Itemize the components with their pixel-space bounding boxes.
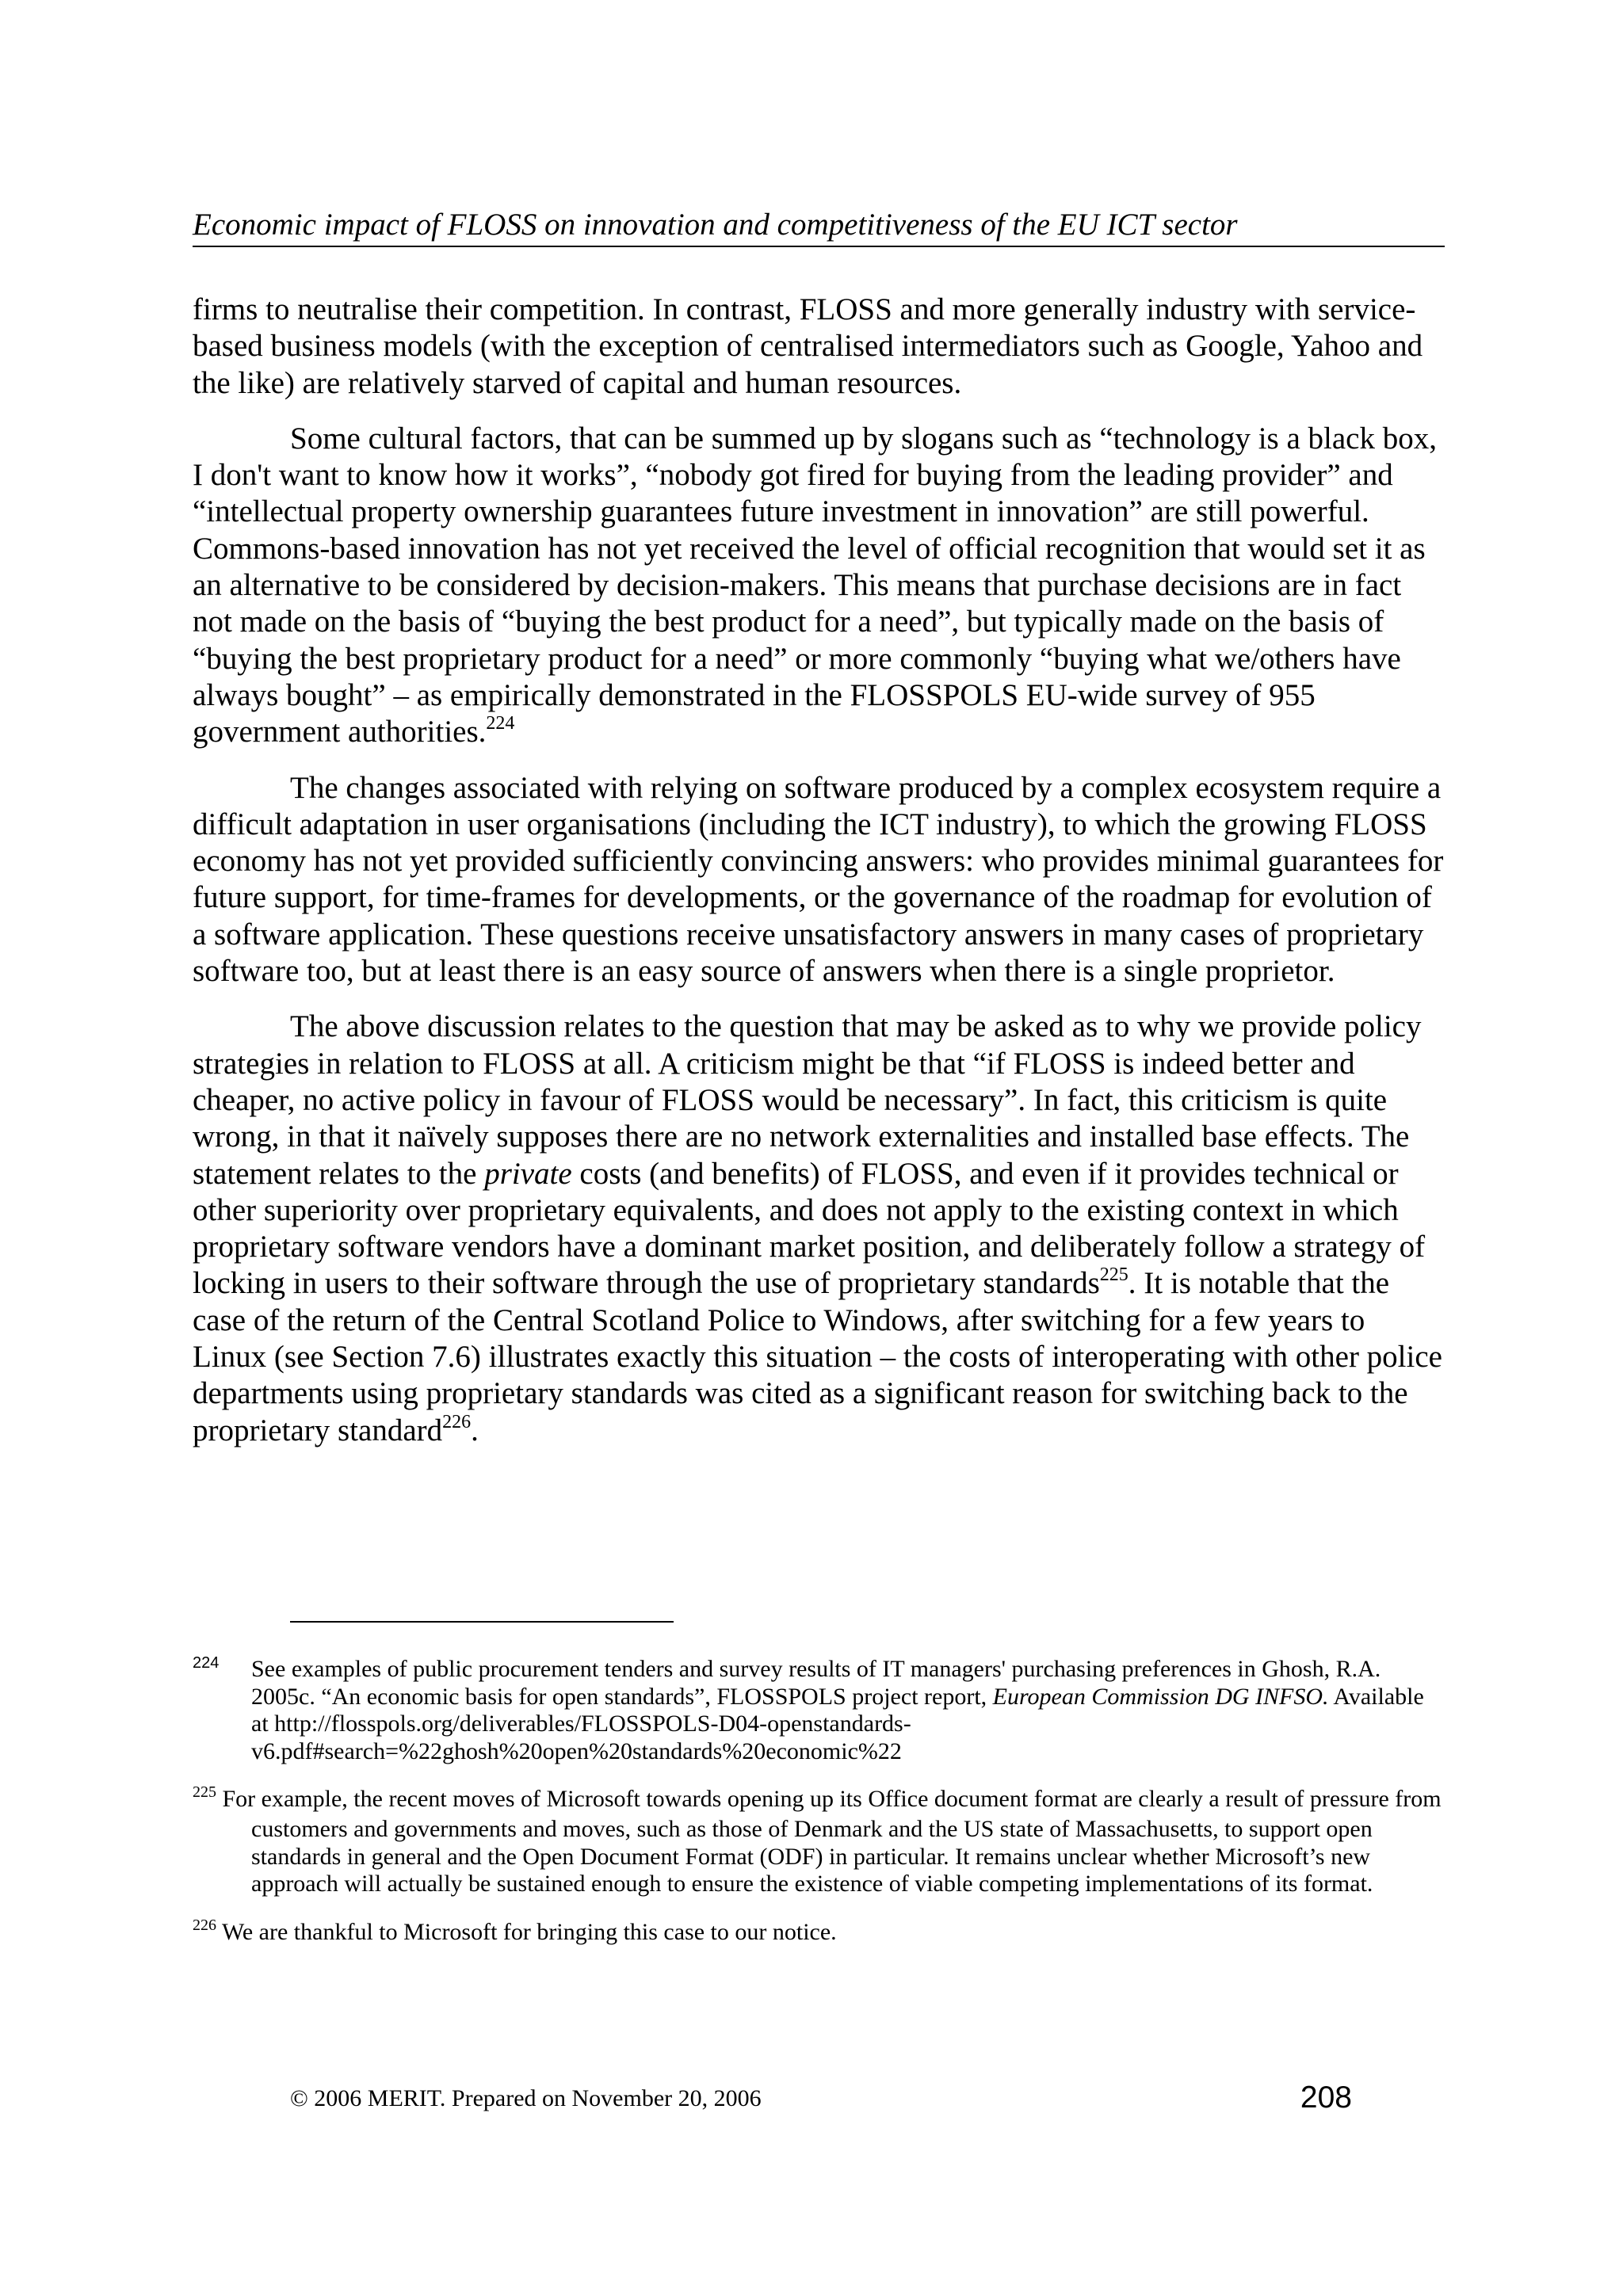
paragraph-4-text-d: . [471,1413,479,1447]
paragraph-4-text-c: . It is notable that the case of the return of the Central Scotland Police to Windows, after switching for a few years to Linux (see Section 7.6) illustrates exactly this situation – the costs of interoperating with other police departments using proprietary standards was cited as a significant reason for switching back to the proprietary standard [193,1266,1442,1447]
body-text [193,292,1445,1468]
footnote-226-text: We are thankful to Microsoft for bringing this case to our notice. [216,1918,837,1945]
footnote-224-text-b: Available at http://flosspols.org/deliverables/FLOSSPOLS-D04-openstandards-v6.pdf#search=%22ghosh%20open%20standards%20economic%22 [251,1683,1424,1764]
footnote-225-mark: 225 [193,1783,216,1802]
paragraph-4-text-b: costs (and benefits) of FLOSS, and even if it provides technical or other superiority over proprietary equivalents, and does not apply to the existing context in which proprietary software vendors have a dominant market position, and deliberately follow a strategy of locking in users to their software through the use of proprietary standards [193,1156,1426,1301]
running-header: Economic impact of FLOSS on innovation and competitiveness of the EU ICT sector [193,204,1445,247]
footnote-224-emphasis: European Commission DG INFSO. [992,1683,1329,1710]
paragraph-3-text: The changes associated with relying on software produced by a complex ecosystem require a difficult adaptation in user organisations (including the ICT industry), to which the growing FLOSS economy has not yet provided sufficiently convincing answers: who provides minimal guarantees for future support, for time-frames for developments, or the governance of the roadmap for evolution of a software application. These questions receive unsatisfactory answers in many cases of proprietary software too, but at least there is an easy source of answers when there is a single proprietor. [193,770,1444,989]
footnote-226 [193,1916,1445,1949]
paragraph-4-emphasis: private [484,1156,572,1191]
footnote-225 [193,1783,1445,1897]
footnote-224-text-a: See examples of public procurement tenders and survey results of IT managers' purchasing preferences in Ghosh, R.A. 2005c. “An economic basis for open standards”, FLOSSPOLS project report, [251,1656,1381,1710]
paragraph-4-text-a: The above discussion relates to the question that may be asked as to why we provide policy strategies in relation to FLOSS at all. A criticism might be that “if FLOSS is indeed better and cheaper, no active policy in favour of FLOSS would be necessary”. In fact, this criticism is quite wrong, in that it naïvely supposes there are no network externalities and installed base effects. The statement relates to the [193,1009,1422,1191]
footnote-ref-226[interactable]: 226 [442,1411,472,1432]
copyright-notice: © 2006 MERIT. Prepared on November 20, 2006 [290,2085,762,2111]
footnote-226-mark: 226 [193,1916,216,1934]
paragraph-4 [193,1009,1445,1449]
paragraph-2-text: Some cultural factors, that can be summed up by slogans such as “technology is a black box, I don't want to know how it works”, “nobody got fired for buying from the leading provider” and “intellectual property ownership guarantees future investment in innovation” are still powerful. Commons-based innovation has not yet received the level of official recognition that would set it as an alternative to be considered by decision-makers. This means that purchase decisions are in fact not made on the basis of “buying the best product for a need”, but typically made on the basis of “buying the best proprietary product for a need” or more commonly “buying what we/others have always bought” – as empirically demonstrated in the FLOSSPOLS EU-wide survey of 955 government authorities. [193,421,1437,749]
page-number: 208 [1300,2081,1352,2115]
footnote-ref-225[interactable]: 225 [1099,1264,1128,1286]
footnote-ref-224[interactable]: 224 [486,713,515,734]
footnote-224 [193,1656,1445,1765]
footnote-225-text: For example, the recent moves of Microsoft towards opening up its Office document format are clearly a result of pressure from customers and governments and moves, such as those of Denmark and the US state of Massachusetts, to support open standards in general and the Open Document Format (ODF) in particular. It remains unclear whether Microsoft’s new approach will actually be sustained enough to ensure the existence of viable competing implementations of its format. [216,1786,1442,1897]
paragraph-1 [193,292,1445,402]
footnote-224-mark: 224 [193,1654,220,1672]
footnotes [193,1656,1445,1969]
paragraph-2 [193,421,1445,751]
paragraph-1-text: firms to neutralise their competition. In contrast, FLOSS and more generally industry with service-based business models (with the exception of centralised intermediators such as Google, Yahoo and the like) are relatively starved of capital and human resources. [193,292,1423,400]
page-footer [290,2080,1352,2116]
paragraph-3 [193,770,1445,990]
footnote-separator [290,1621,674,1623]
